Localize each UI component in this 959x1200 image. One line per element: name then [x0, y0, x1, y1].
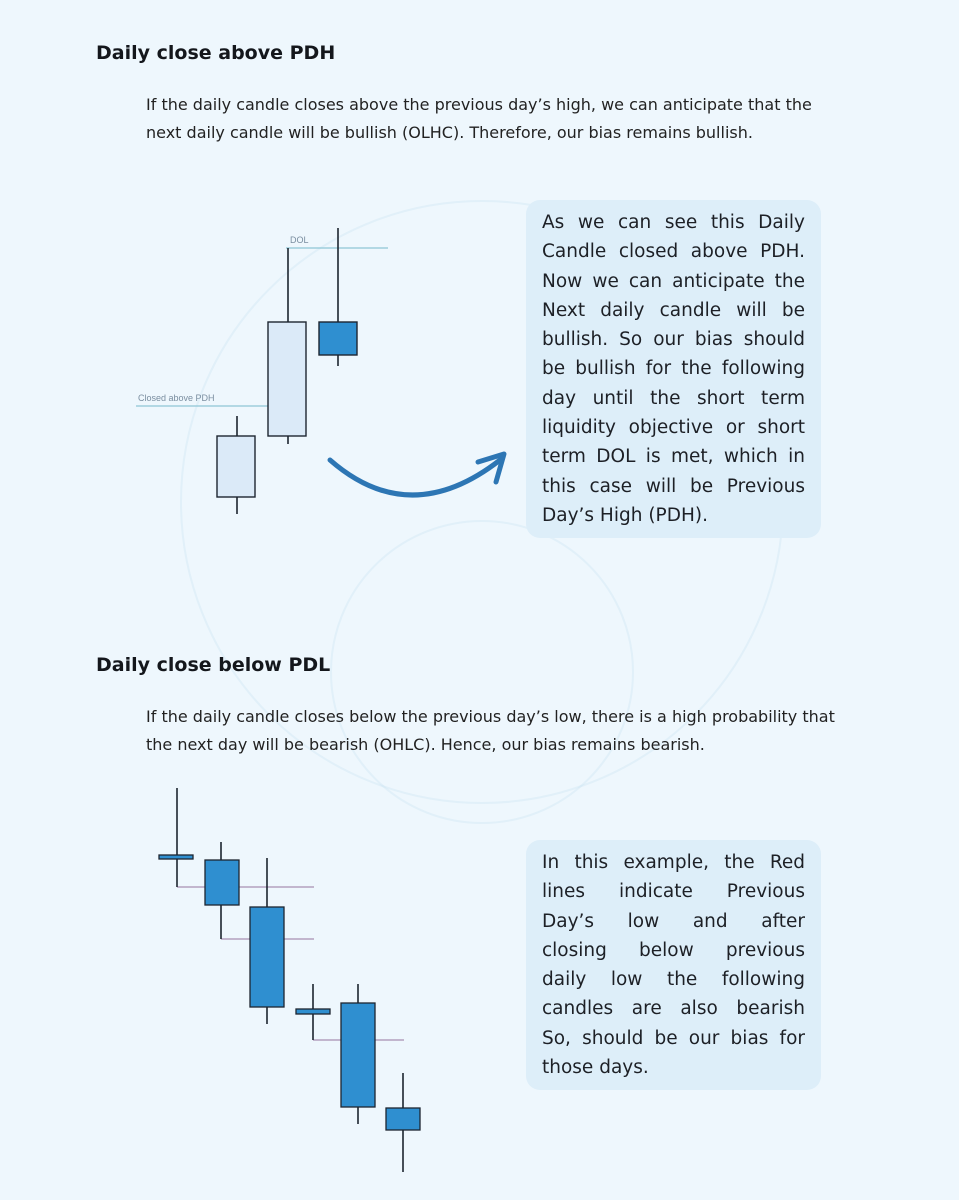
note2-line: those days.: [542, 1057, 649, 1079]
section1-paragraph-line-2: next daily candle will be bullish (OLHC). Therefore, our bias remains bullish.: [146, 123, 753, 142]
note1-line: day until the short term: [542, 387, 805, 409]
note2-line: daily low the following: [542, 969, 805, 991]
section1-heading: Daily close above PDH: [96, 42, 336, 64]
closed-above-pdh-label: Closed above PDH: [138, 393, 215, 403]
dol-label: DOL: [290, 235, 309, 245]
candle-b: [205, 842, 239, 939]
section2-paragraph: [146, 703, 906, 759]
section2-paragraph-line-2: the next day will be bearish (OHLC). Hence, our bias remains bearish.: [146, 735, 705, 754]
note2-line: closing below previous: [542, 939, 805, 961]
section2-heading: Daily close below PDL: [96, 654, 331, 676]
note2-line: So, should be our bias for: [542, 1027, 805, 1049]
section2-explanation-box: [526, 840, 821, 1090]
candle-c: [250, 858, 284, 1024]
note1-line: Day’s High (PDH).: [542, 504, 708, 526]
note2-line: lines indicate Previous: [542, 881, 805, 903]
note2-line: candles are also bearish: [542, 998, 805, 1020]
candle-a: [159, 788, 193, 887]
note1-line: be bullish for the following: [542, 358, 805, 380]
section1-explanation-box: [526, 200, 821, 538]
curved-arrow-icon: [320, 440, 520, 520]
note2-line: In this example, the Red: [542, 852, 805, 873]
note2-line: Day’s low and after: [542, 910, 805, 932]
candle-e: [341, 984, 375, 1124]
candle-2: [268, 248, 306, 444]
candle-f: [386, 1073, 420, 1172]
candle-d: [296, 984, 330, 1040]
note1-line: term DOL is met, which in: [542, 446, 805, 468]
note1-line: this case will be Previous: [542, 475, 805, 497]
bearish-candle-chart: [150, 780, 430, 1180]
note1-line: Next daily candle will be: [542, 299, 805, 321]
note1-line: Now we can anticipate the: [542, 270, 805, 292]
note1-line: Candle closed above PDH.: [542, 241, 805, 263]
candle-1: [217, 416, 255, 514]
section1-paragraph-line-1: If the daily candle closes above the previous day’s high, we can anticipate that the: [146, 95, 812, 114]
note1-line: As we can see this Daily: [542, 212, 805, 233]
candle-3: [319, 228, 357, 366]
note1-line: bullish. So our bias should: [542, 329, 805, 351]
note1-line: liquidity objective or short: [542, 417, 805, 439]
background-watermark-inner: [330, 520, 634, 824]
section1-paragraph: [146, 91, 906, 147]
section2-paragraph-line-1: If the daily candle closes below the previous day’s low, there is a high probability that: [146, 707, 835, 726]
